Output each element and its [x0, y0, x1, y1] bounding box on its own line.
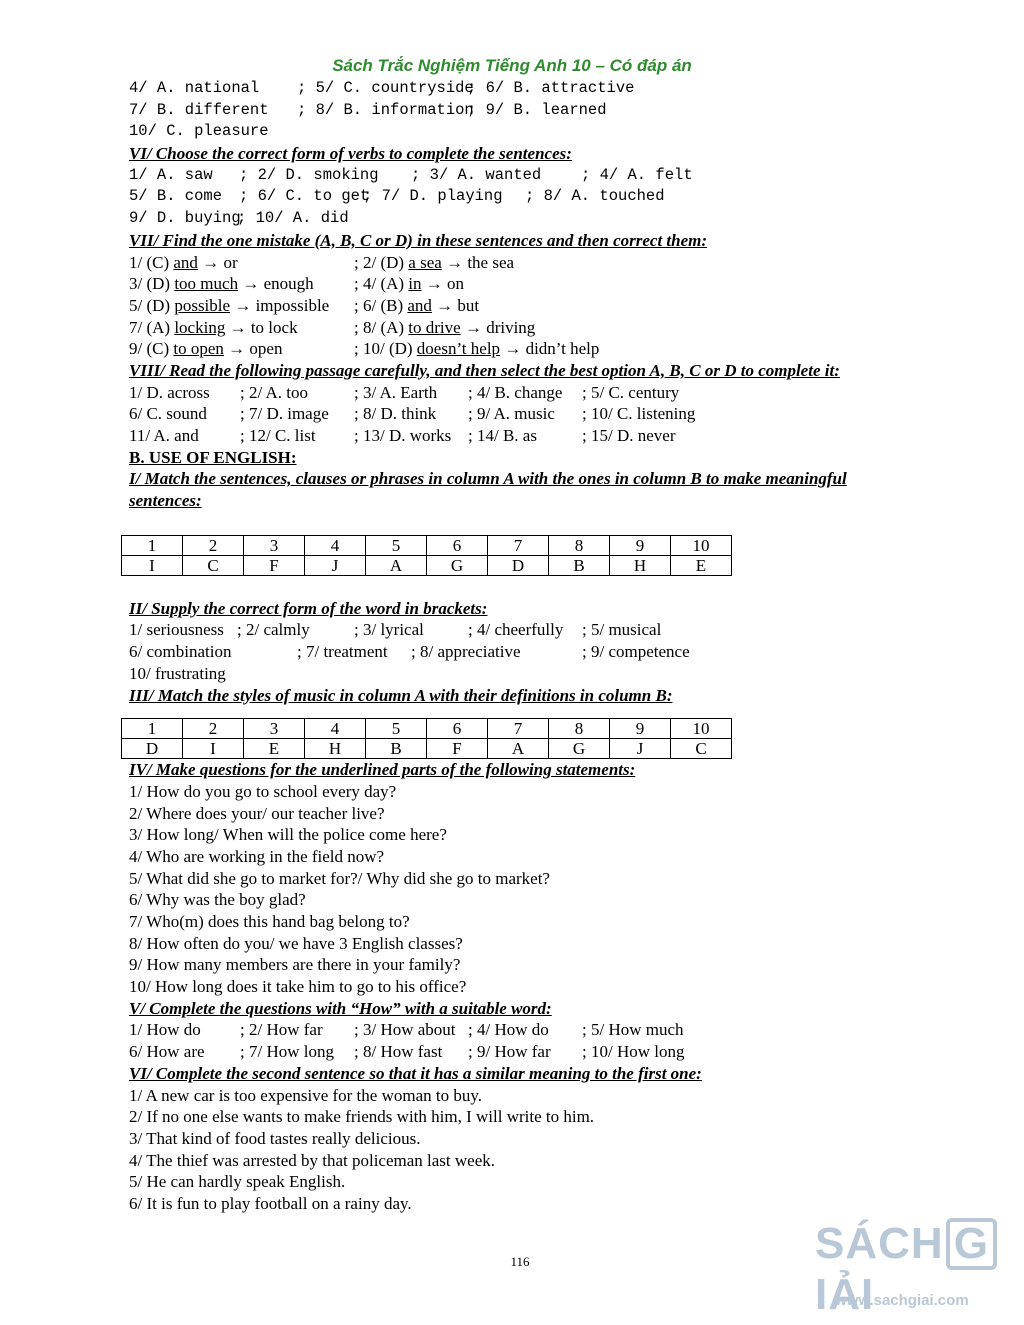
sachgiai-watermark-logo: SÁCH GIẢI: [815, 1218, 1024, 1278]
answer-line: 8/ How often do you/ we have 3 English classes?: [129, 933, 463, 953]
answer-line: 6/ combination ; 7/ treatment ; 8/ appreciative ; 9/ competence: [129, 642, 690, 662]
answer-line: 9/ (C) to open → open ; 10/ (D) doesn’t help → didn’t help: [129, 339, 600, 359]
underlined-mistake: and: [407, 295, 432, 315]
section-heading: VI/ Complete the second sentence so that it has a similar meaning to the first one:: [129, 1063, 702, 1083]
answer-line: 1/ A new car is too expensive for the woman to buy.: [129, 1085, 482, 1105]
answer-line: 1/ D. across ; 2/ A. too ; 3/ A. Earth ; 4/ B. change ; 5/ C. century: [129, 382, 680, 402]
table-row: I C F J A G D B H E: [122, 555, 732, 575]
answer-line: 1/ How do you go to school every day?: [129, 781, 397, 801]
answer-key-content: [129, 78, 929, 1215]
answer-line: 9/ How many members are there in your family?: [129, 955, 461, 975]
answer-line: 1/ (C) and → or ; 2/ (D) a sea → the sea: [129, 252, 515, 272]
answer-line: 3/ That kind of food tastes really delicious.: [129, 1128, 421, 1148]
answer-line: 10/ frustrating: [129, 663, 226, 683]
answer-line: 10/ C. pleasure: [129, 122, 269, 141]
table-row: 1 2 3 4 5 6 7 8 9 10: [122, 535, 732, 555]
answer-line: 10/ How long does it take him to go to his office?: [129, 977, 467, 997]
section-heading: II/ Supply the correct form of the word in brackets:: [129, 598, 488, 618]
answer-line: 4/ Who are working in the field now?: [129, 846, 385, 866]
page-header-title: Sách Trắc Nghiệm Tiếng Anh 10 – Có đáp án: [332, 56, 692, 75]
answer-line: 6/ Why was the boy glad?: [129, 890, 306, 910]
section-b2-answers: [129, 619, 929, 684]
answer-line: 1/ seriousness ; 2/ calmly ; 3/ lyrical ; 4/ cheerfully ; 5/ musical: [129, 620, 662, 640]
section-heading: VII/ Find the one mistake (A, B, C or D) in these sentences and then correct them:: [129, 230, 708, 250]
section-heading: VIII/ Read the following passage carefully, and then select the best option A, B, C or D to complete it:: [129, 360, 840, 380]
section-b4-answers: [129, 781, 929, 998]
answer-line: 7/ (A) locking → to lock ; 8/ (A) to drive → driving: [129, 317, 536, 337]
underlined-mistake: and: [173, 252, 198, 272]
section-vii-answers: [129, 252, 929, 360]
underlined-mistake: in: [408, 274, 422, 294]
underlined-mistake: to drive: [408, 317, 461, 337]
answer-line: 5/ What did she go to market for?/ Why did she go to market?: [129, 868, 550, 888]
answer-line: 2/ If no one else wants to make friends with him, I will write to him.: [129, 1107, 595, 1127]
section-vi-answers: [129, 165, 929, 230]
matching-table-1: [121, 535, 732, 576]
table-row: D I E H B F A G J C: [122, 739, 732, 759]
answer-line: 11/ A. and ; 12/ C. list ; 13/ D. works ; 14/ B. as ; 15/ D. never: [129, 426, 676, 445]
section-b6-answers: [129, 1085, 929, 1215]
part-a-continued: [129, 78, 929, 143]
answer-line: 3/ (D) too much → enough ; 4/ (A) in → on: [129, 274, 465, 294]
answer-line: 9/ D. buying ; 10/ A. did: [129, 209, 349, 228]
answer-line: 1/ A. saw ; 2/ D. smoking ; 3/ A. wanted ; 4/ A. felt: [129, 165, 693, 184]
answer-line: 3/ How long/ When will the police come here?: [129, 825, 447, 845]
section-heading: III/ Match the styles of music in column A with their definitions in column B:: [129, 685, 673, 705]
answer-line: 6/ How are ; 7/ How long ; 8/ How fast ; 9/ How far ; 10/ How long: [129, 1042, 685, 1062]
underlined-mistake: a sea: [408, 252, 442, 272]
section-heading: IV/ Make questions for the underlined parts of the following statements:: [129, 760, 636, 780]
underlined-mistake: too much: [174, 274, 239, 294]
underlined-mistake: to open: [173, 339, 224, 359]
answer-line: 7/ Who(m) does this hand bag belong to?: [129, 912, 410, 931]
table-row: 1 2 3 4 5 6 7 8 9 10: [122, 719, 732, 739]
answer-line: 1/ How do ; 2/ How far ; 3/ How about ; 4/ How do ; 5/ How much: [129, 1020, 684, 1040]
answer-line: 5/ (D) possible → impossible ; 6/ (B) and → but: [129, 295, 480, 315]
section-b5-answers: [129, 1019, 929, 1062]
answer-line: 4/ The thief was arrested by that policeman last week.: [129, 1150, 496, 1170]
matching-table-2: [121, 718, 732, 759]
section-heading: I/ Match the sentences, clauses or phrases in column A with the ones in column B to make meaningful: [129, 469, 847, 489]
answer-line: 2/ Where does your/ our teacher live?: [129, 803, 385, 823]
watermark-url: www.sachgiai.com: [835, 1292, 969, 1309]
answer-line: 7/ B. different ; 8/ B. information ; 9/ B. learned: [129, 100, 607, 119]
section-heading: sentences:: [129, 491, 202, 511]
answer-line: 6/ It is fun to play football on a rainy day.: [129, 1193, 412, 1213]
underlined-mistake: doesn’t help: [416, 339, 501, 359]
section-viii-answers: [129, 382, 929, 447]
answer-line: 5/ He can hardly speak English.: [129, 1172, 346, 1192]
answer-line: 4/ A. national ; 5/ C. countryside ; 6/ B. attractive: [129, 79, 635, 97]
section-heading: V/ Complete the questions with “How” with a suitable word:: [129, 998, 552, 1018]
underlined-mistake: locking: [174, 317, 226, 337]
section-heading: VI/ Choose the correct form of verbs to complete the sentences:: [129, 144, 572, 164]
answer-line: 5/ B. come ; 6/ C. to get ; 7/ D. playing ; 8/ A. touched: [129, 187, 665, 206]
answer-line: 6/ C. sound ; 7/ D. image ; 8/ D. think ; 9/ A. music ; 10/ C. listening: [129, 404, 696, 424]
underlined-mistake: possible: [174, 295, 231, 315]
page-number: 116: [510, 1254, 530, 1269]
part-heading: B. USE OF ENGLISH:: [129, 447, 297, 467]
